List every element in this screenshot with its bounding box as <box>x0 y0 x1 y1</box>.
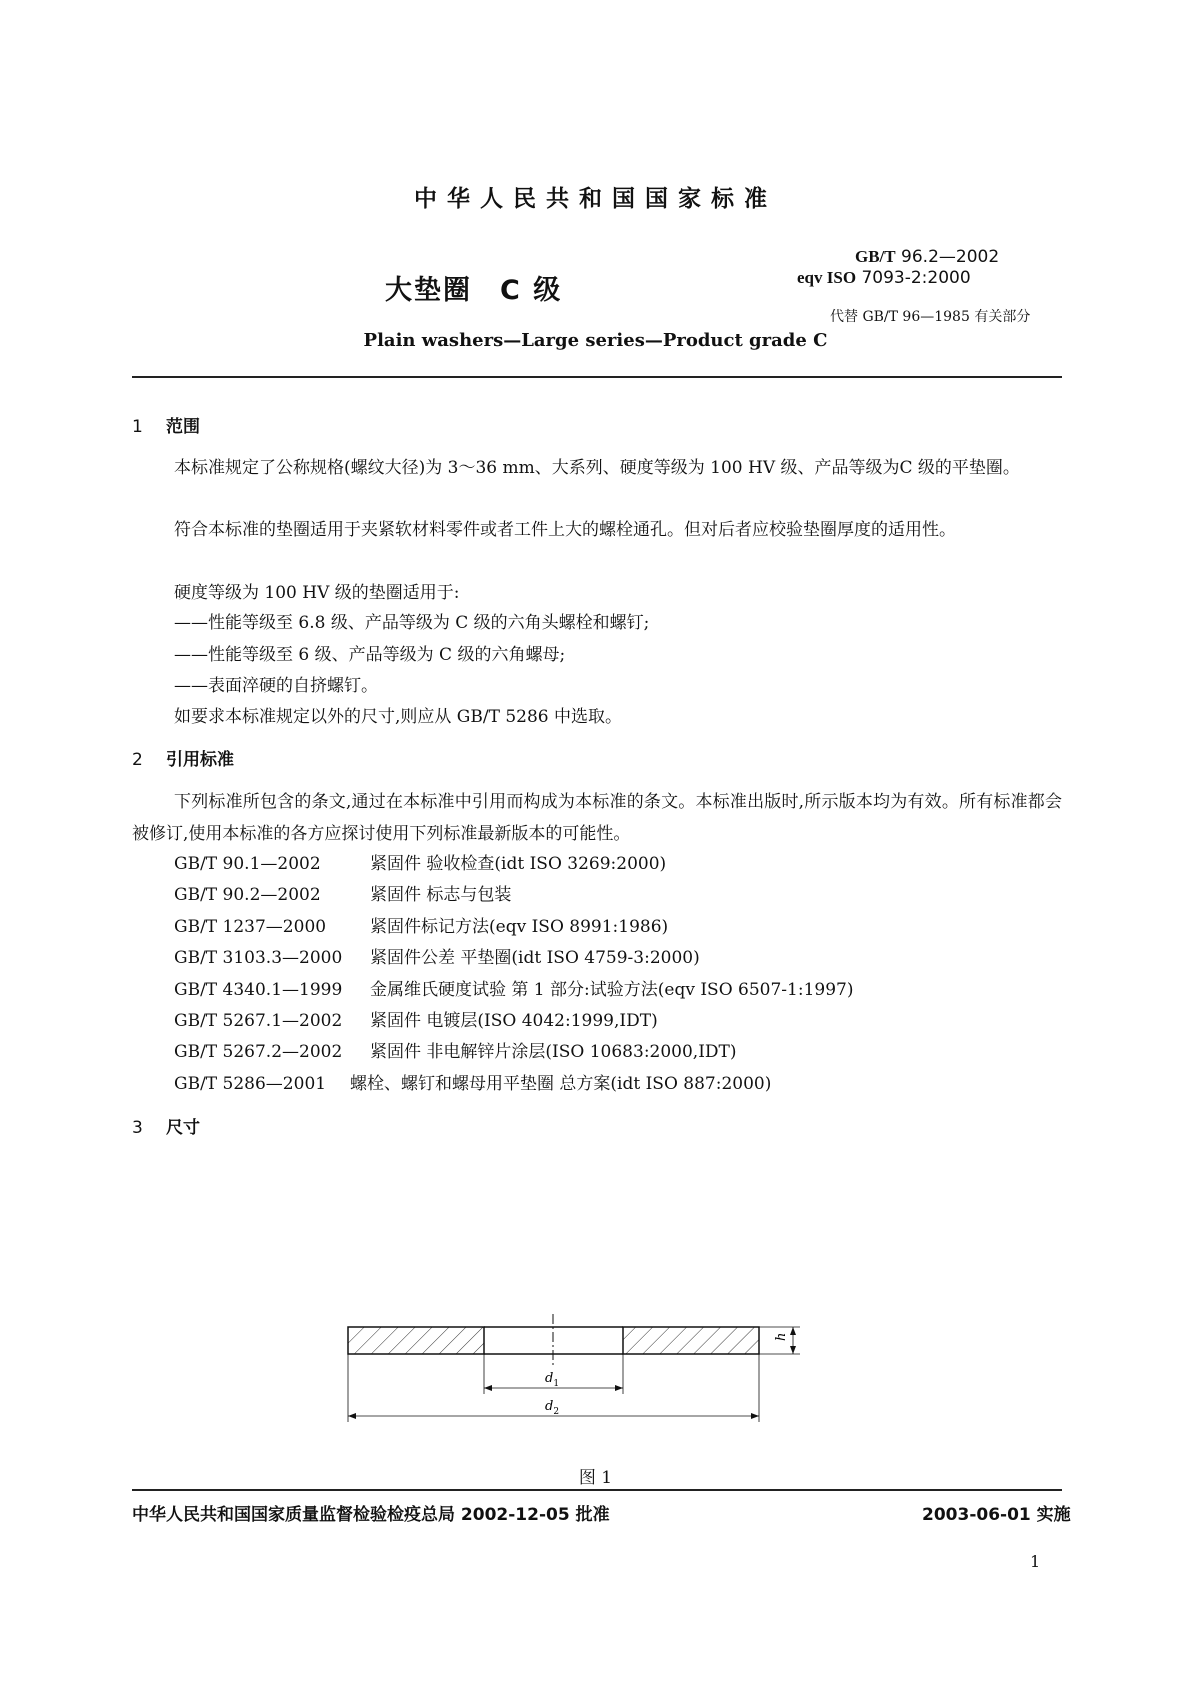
washer-cross-section-figure <box>340 1300 860 1460</box>
reference-item <box>174 880 511 905</box>
reference-title: 紧固件 验收检查(idt ISO 3269:2000) <box>370 854 667 874</box>
h-arrow-bottom <box>790 1346 796 1354</box>
approval-statement: 中华人民共和国国家质量监督检验检疫总局 2002-12-05 批准 <box>132 1505 610 1525</box>
reference-title: 紧固件 标志与包装 <box>370 885 512 905</box>
d2-arrow-right <box>751 1413 759 1419</box>
reference-code: GB/T 90.2—2002 <box>174 885 321 905</box>
section-1-list-item: ——性能等级至 6.8 级、产品等级为 C 级的六角头螺栓和螺钉; <box>174 613 650 633</box>
reference-item <box>174 912 668 937</box>
standard-number-value: 96.2—2002 <box>895 247 1000 267</box>
reference-title: 螺栓、螺钉和螺母用平垫圈 总方案(idt ISO 887:2000) <box>350 1074 772 1094</box>
reference-item <box>174 1069 771 1094</box>
reference-code: GB/T 1237—2000 <box>174 917 327 937</box>
document-title <box>385 268 562 307</box>
standard-equivalent <box>797 268 971 288</box>
standard-number-prefix: GB/T <box>855 247 896 266</box>
d1-arrow-right <box>615 1385 623 1391</box>
section-1-paragraph-4: 如要求本标准规定以外的尺寸,则应从 GB/T 5286 中选取。 <box>174 707 623 727</box>
standard-eqv-prefix: eqv <box>797 268 827 287</box>
section-3-number: 3 <box>132 1118 143 1138</box>
section-1-paragraph-2: 符合本标准的垫圈适用于夹紧软材料零件或者工件上大的螺栓通孔。但对后者应校验垫圈厚度的适用性。 <box>174 520 956 540</box>
section-3-heading <box>132 1113 200 1138</box>
reference-item <box>174 1006 658 1031</box>
washer-right-section <box>623 1327 759 1354</box>
section-1-title: 范围 <box>166 417 200 437</box>
section-2-heading <box>132 745 234 770</box>
reference-item <box>174 849 666 874</box>
header-divider <box>132 376 1062 378</box>
h-arrow-top <box>790 1327 796 1335</box>
reference-code: GB/T 90.1—2002 <box>174 854 321 874</box>
section-1-paragraph-3: 硬度等级为 100 HV 级的垫圈适用于: <box>174 583 460 603</box>
reference-code: GB/T 5267.2—2002 <box>174 1042 343 1062</box>
standard-replaces: 代替 GB/T 96—1985 有关部分 <box>830 309 1031 325</box>
d1-arrow-left <box>484 1385 492 1391</box>
d2-label: $d_2$ <box>545 1399 560 1417</box>
reference-item <box>174 1037 737 1062</box>
footer-divider <box>132 1489 1062 1491</box>
implementation-date: 2003-06-01 实施 <box>922 1505 1071 1525</box>
standard-number <box>855 247 999 267</box>
section-1-list-item: ——表面淬硬的自挤螺钉。 <box>174 676 378 696</box>
reference-code: GB/T 4340.1—1999 <box>174 980 343 1000</box>
section-3-title: 尺寸 <box>166 1118 200 1138</box>
document-title-grade: C 级 <box>500 275 563 306</box>
reference-item <box>174 975 854 1000</box>
page-number: 1 <box>1030 1552 1041 1571</box>
section-2-intro: 下列标准所包含的条文,通过在本标准中引用而构成为本标准的条文。本标准出版时,所示版本均为有效。所有标准都会被修订,使用本标准的各方应探讨使用下列标准最新版本的可能性。 <box>132 792 1062 844</box>
document-title-main: 大垫圈 <box>385 275 472 306</box>
section-1-paragraph-1: 本标准规定了公称规格(螺纹大径)为 3～36 mm、大系列、硬度等级为 100 HV 级、产品等级为C 级的平垫圈。 <box>174 458 1020 478</box>
reference-code: GB/T 5286—2001 <box>174 1074 327 1094</box>
section-1-list-item: ——性能等级至 6 级、产品等级为 C 级的六角螺母; <box>174 645 566 665</box>
reference-title: 紧固件 电镀层(ISO 4042:1999,IDT) <box>370 1011 658 1031</box>
reference-title: 紧固件标记方法(eqv ISO 8991:1986) <box>370 917 669 937</box>
reference-title: 紧固件公差 平垫圈(idt ISO 4759-3:2000) <box>370 948 700 968</box>
d1-label: $d_1$ <box>545 1371 560 1389</box>
reference-item <box>174 943 700 968</box>
section-1-number: 1 <box>132 417 143 437</box>
reference-title: 紧固件 非电解锌片涂层(ISO 10683:2000,IDT) <box>370 1042 737 1062</box>
standard-eqv-value: 7093-2:2000 <box>856 268 971 288</box>
h-label: h <box>774 1332 789 1341</box>
washer-left-section <box>348 1327 484 1354</box>
d2-arrow-left <box>348 1413 356 1419</box>
section-2-title: 引用标准 <box>166 750 234 770</box>
section-1-heading <box>132 412 200 437</box>
reference-code: GB/T 5267.1—2002 <box>174 1011 343 1031</box>
national-standard-header: 中华人民共和国国家标准 <box>414 186 777 212</box>
reference-code: GB/T 3103.3—2000 <box>174 948 343 968</box>
standard-eqv-iso: ISO <box>826 268 857 287</box>
reference-title: 金属维氏硬度试验 第 1 部分:试验方法(eqv ISO 6507-1:1997) <box>370 980 854 1000</box>
section-2-number: 2 <box>132 750 143 770</box>
figure-caption: 图 1 <box>578 1468 613 1488</box>
english-subtitle: Plain washers—Large series—Product grade C <box>363 330 828 351</box>
